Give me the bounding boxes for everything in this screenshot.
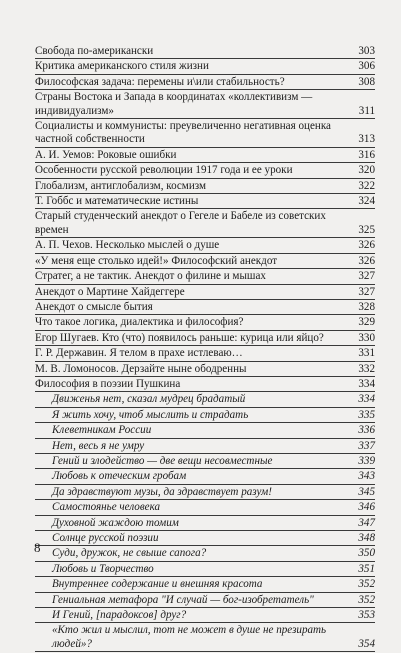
toc-entry-title: Да здравствуют музы, да здравствует разум! (52, 485, 272, 498)
toc-entry-title: Страны Востока и Запада в координатах «коллективизм — индивидуализм» (35, 91, 313, 117)
toc-entry-page: 331 (358, 347, 375, 360)
toc-entry (35, 255, 375, 269)
toc-entry-page: 345 (358, 485, 375, 498)
toc-entry (35, 180, 375, 194)
toc-entry (35, 347, 375, 361)
toc-subentry (35, 455, 375, 469)
toc-subentry (35, 594, 375, 608)
toc-entry-title: Любовь и Творчество (52, 562, 154, 575)
toc-subentry (35, 609, 375, 623)
toc-entry (35, 60, 375, 74)
toc-entry-title: Движенья нет, сказал мудрец брадатый (52, 393, 246, 406)
toc-entry-title: Философская задача: перемены и\или стабильность? (35, 75, 285, 88)
toc-entry-page: 327 (358, 270, 375, 283)
toc-entry-page: 313 (358, 133, 375, 146)
toc-entry-page: 352 (358, 593, 375, 606)
toc-subentry (35, 470, 375, 484)
toc-entry (35, 120, 375, 148)
toc-subentry (35, 486, 375, 500)
toc-entry (35, 239, 375, 253)
toc-entry-page: 311 (358, 104, 375, 117)
toc-entry (35, 210, 375, 238)
toc-entry-page: 326 (358, 254, 375, 267)
toc-entry-page: 352 (358, 578, 375, 591)
toc-subentry (35, 578, 375, 592)
toc-entry-page: 335 (358, 408, 375, 421)
toc-entry-title: Любовь к отеческим гробам (52, 470, 187, 483)
toc-entry-title: Что такое логика, диалектика и философия? (35, 316, 244, 329)
toc-entry-title: Стратег, а не тактик. Анекдот о филине и мышах (35, 270, 266, 283)
toc-entry (35, 45, 375, 59)
toc-entry-page: 332 (358, 362, 375, 375)
toc-entry-page: 320 (358, 164, 375, 177)
toc-entry-title: Свобода по-американски (35, 45, 154, 57)
toc-entry-page: 327 (358, 285, 375, 298)
toc-entry-page: 334 (358, 393, 375, 406)
toc-entry-page: 329 (358, 316, 375, 329)
toc-entry-title: Критика американского стиля жизни (35, 60, 209, 73)
toc-entry (35, 270, 375, 284)
table-of-contents (35, 45, 375, 653)
toc-entry-title: Анекдот о смысле бытия (35, 300, 153, 313)
toc-entry (35, 76, 375, 90)
toc-entry-page: 350 (358, 547, 375, 560)
toc-entry-page: 339 (358, 454, 375, 467)
toc-entry-page: 337 (358, 439, 375, 452)
toc-entry-page: 326 (358, 239, 375, 252)
toc-entry (35, 378, 375, 392)
toc-entry-page: 348 (358, 532, 375, 544)
toc-entry-page: 346 (358, 501, 375, 514)
toc-entry-title: Гений и злодейство — две вещи несовместные (52, 454, 273, 467)
toc-entry-page: 328 (358, 300, 375, 313)
toc-subentry (35, 517, 375, 531)
toc-entry-page: 343 (358, 470, 375, 483)
toc-entry (35, 286, 375, 300)
toc-entry-title: Егор Шугаев. Кто (что) появилось раньше: курица или яйцо? (35, 331, 324, 344)
toc-entry-page: 303 (358, 45, 375, 57)
toc-entry-title: «Кто жил и мыслил, тот не может в душе не презирать людей»? (52, 624, 327, 650)
toc-entry-title: Особенности русской революции 1917 года и ее уроки (35, 164, 293, 177)
toc-entry-page: 347 (358, 516, 375, 529)
toc-entry-title: Анекдот о Мартине Хайдеггере (35, 285, 185, 298)
toc-entry-page: 336 (358, 424, 375, 437)
toc-entry-title: Философия в поэзии Пушкина (35, 377, 181, 390)
toc-entry-title: Я жить хочу, чтоб мыслить и страдать (52, 408, 249, 421)
toc-subentry (35, 563, 375, 577)
toc-entry-page: 325 (358, 223, 375, 236)
toc-entry (35, 363, 375, 377)
toc-entry-page: 354 (358, 637, 375, 650)
toc-entry-title: Духовной жаждою томим (52, 516, 179, 529)
toc-entry-title: Солнце русской поэзии (52, 532, 159, 544)
toc-entry (35, 316, 375, 330)
toc-subentry (35, 547, 375, 561)
toc-subentry (35, 393, 375, 407)
toc-entry-page: 324 (358, 195, 375, 208)
toc-entry-page: 306 (358, 60, 375, 73)
toc-entry-page: 351 (358, 562, 375, 575)
toc-entry-title: Г. Р. Державин. Я телом в прахе истлеваю… (35, 347, 243, 360)
toc-entry (35, 164, 375, 178)
toc-entry-title: «У меня еще столько идей!» Философский анекдот (35, 254, 278, 267)
toc-entry-title: И Гений, [парадоксов] друг? (52, 609, 187, 622)
toc-entry-title: Т. Гоббс и математические истины (35, 195, 199, 208)
toc-entry-title: Глобализм, антиглобализм, космизм (35, 179, 207, 192)
toc-entry-title: Старый студенческий анекдот о Гегеле и Бабеле из советских времен (35, 210, 326, 236)
toc-subentry (35, 624, 375, 652)
toc-entry-title: Самостоянье человека (52, 501, 161, 514)
toc-entry (35, 91, 375, 119)
toc-entry-page: 330 (358, 331, 375, 344)
toc-subentry (35, 532, 375, 546)
toc-entry-title: Нет, весь я не умру (52, 439, 145, 452)
toc-entry-title: М. В. Ломоносов. Дерзайте ныне ободренны (35, 362, 247, 375)
toc-entry-title: Гениальная метафора "И случай — бог-изобретатель" (52, 593, 314, 606)
toc-entry-title: Внутреннее содержание и внешняя красота (52, 578, 263, 591)
toc-subentry (35, 409, 375, 423)
toc-subentry (35, 501, 375, 515)
toc-entry (35, 195, 375, 209)
toc-entry-page: 308 (358, 75, 375, 88)
toc-entry-title: Клеветникам России (52, 424, 152, 437)
toc-entry-title: Социалисты и коммунисты: преувеличенно негативная оценка частной собственности (35, 120, 331, 146)
toc-subentry (35, 424, 375, 438)
toc-entry-page: 316 (358, 148, 375, 161)
toc-entry (35, 301, 375, 315)
toc-entry-page: 334 (358, 377, 375, 390)
toc-entry-title: А. П. Чехов. Несколько мыслей о душе (35, 239, 220, 252)
toc-entry-page: 353 (358, 609, 375, 622)
page-number: 8 (34, 540, 41, 555)
toc-entry-title: А. И. Уемов: Роковые ошибки (35, 148, 177, 161)
toc-entry (35, 332, 375, 346)
toc-entry (35, 149, 375, 163)
toc-subentry (35, 440, 375, 454)
toc-entry-title: Суди, дружок, не свыше сапога? (52, 547, 207, 560)
toc-entry-page: 322 (358, 179, 375, 192)
